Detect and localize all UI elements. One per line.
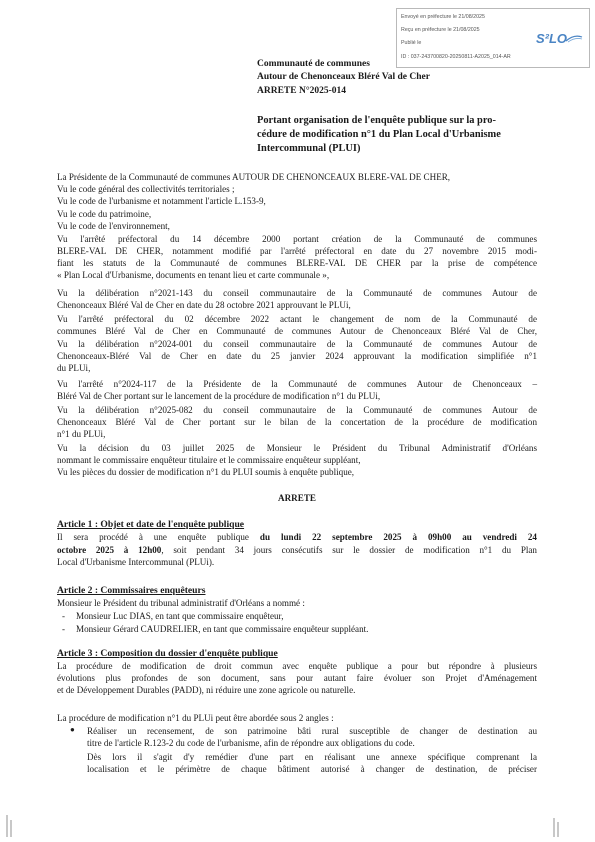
article3-bullet-line: Dès lors il s'agit d'y remédier d'une part en réalisant une annexe spécifique comprenant la bbox=[87, 752, 537, 762]
s2lo-swoosh-icon bbox=[565, 35, 583, 43]
scan-edge-mark bbox=[553, 818, 555, 837]
preamble-line: communes Bléré Val de Cher en Communauté de communes Autour de Chenonceaux Bléré Val de Cher, bbox=[57, 326, 537, 336]
scan-edge-mark bbox=[10, 820, 12, 837]
article1-text: Il sera procédé à une enquête publique bbox=[57, 532, 260, 542]
preamble-line: Vu l'arrêté n°2024-117 de la Présidente de la Communauté de communes Autour de Chenonceaux – bbox=[57, 379, 537, 389]
article1-line1 bbox=[57, 532, 537, 542]
preamble-line: Bléré Val de Cher portant sur le lancement de la procédure de modification n°1 du PLUi, bbox=[57, 391, 381, 401]
article2-intro: Monsieur le Président du tribunal administratif d'Orléans a nommé : bbox=[57, 598, 305, 608]
article3-paragraph-line: évolutions plus profondes de son document, sans pour autant faire évoluer son Projet d'Aménagement bbox=[57, 673, 537, 683]
preamble-line: BLERE-VAL DE CHER, notamment modifié par l'arrêté préfectoral en date du 27 novembre 2015 modi- bbox=[57, 246, 537, 256]
preamble-line: Vu les pièces du dossier de modification n°1 du PLUI soumis à enquête publique, bbox=[57, 467, 355, 477]
preamble-line: Vu la décision du 03 juillet 2025 de Monsieur le Président du Tribunal Administratif d'Orléans bbox=[57, 443, 537, 453]
article3-bullet-line: localisation et le périmètre de chaque bâtiment autorisé à changer de destination, de préciser bbox=[87, 764, 537, 774]
s2lo-logo: S²LO bbox=[535, 31, 567, 46]
preamble-line: Vu l'arrêté préfectoral du 02 décembre 2022 actant le changement de nom de la Communauté de bbox=[57, 314, 537, 324]
article3-bullet-line: Réaliser un recensement, de son patrimoine bâti rural susceptible de changer de destination au bbox=[87, 726, 537, 736]
preamble-line: fiant les statuts de la Communauté de communes BLERE-VAL DE CHER par la prise de compétence bbox=[57, 258, 537, 268]
preamble-line: Vu le code du patrimoine, bbox=[57, 209, 152, 219]
article3-title: Article 3 : Composition du dossier d'enquête publique bbox=[57, 648, 278, 659]
article1-title: Article 1 : Objet et date de l'enquête publique bbox=[57, 519, 245, 530]
preamble-line: Vu la délibération n°2024-001 du conseil communautaire de la Communauté de communes Autour de bbox=[57, 339, 537, 349]
stamp-published-line: Publié le bbox=[401, 40, 422, 46]
article3-angles-intro: La procédure de modification n°1 du PLUi peut être abordée sous 2 angles : bbox=[57, 713, 334, 723]
preamble-line: Vu le code de l'environnement, bbox=[57, 221, 170, 231]
preamble-line: Vu le code de l'urbanisme et notamment l'article L.153-9, bbox=[57, 196, 266, 206]
article2-title: Article 2 : Commissaires enquêteurs bbox=[57, 585, 206, 596]
prefecture-stamp bbox=[396, 8, 590, 68]
preamble-line: Vu la délibération n°2025-082 du conseil communautaire de la Communauté de communes Autour de bbox=[57, 405, 537, 415]
article1-line2 bbox=[57, 545, 537, 555]
preamble-line: du PLUi, bbox=[57, 363, 91, 373]
article3-bullet-line: titre de l'article R.123-2 du code de l'urbanisme, afin de répondre aux obligations du code. bbox=[87, 738, 415, 748]
header-subject-line3: Intercommunal (PLUI) bbox=[257, 143, 361, 154]
article2-item-2: Monsieur Gérard CAUDRELIER, en tant que commissaire enquêteur suppléant. bbox=[76, 624, 369, 634]
header-subject-line1: Portant organisation de l'enquête publique sur la pro- bbox=[257, 115, 496, 126]
stamp-received-line: Reçu en préfecture le 21/08/2025 bbox=[401, 27, 480, 33]
stamp-id-line: ID : 037-243700820-20250811-A2025_014-AR bbox=[401, 54, 511, 60]
article2-item-1: Monsieur Luc DIAS, en tant que commissaire enquêteur, bbox=[76, 611, 284, 621]
preamble-line: Vu le code général des collectivités territoriales ; bbox=[57, 184, 235, 194]
preamble-line: n°1 du PLUi, bbox=[57, 429, 106, 439]
preamble-line: nommant le commissaire enquêteur titulaire et le commissaire enquêteur suppléant, bbox=[57, 455, 361, 465]
preamble-line: Chenonceaux Bléré Val de Cher portant sur le bilan de la concertation de la procédure de modification bbox=[57, 417, 537, 427]
article1-date-start: du lundi 22 septembre 2025 à 09h00 au vendredi 24 bbox=[259, 532, 537, 542]
article3-paragraph-line: et de Développement Durables (PADD), ni réduire une zone agricole ou naturelle. bbox=[57, 685, 356, 695]
preamble-line: La Présidente de la Communauté de communes AUTOUR DE CHENONCEAUX BLERE-VAL DE CHER, bbox=[57, 172, 451, 182]
preamble-line: « Plan Local d'Urbanisme, documents en tenant lieu et carte communale », bbox=[57, 270, 330, 280]
scan-edge-mark bbox=[6, 815, 8, 837]
scan-edge-mark bbox=[557, 822, 559, 837]
preamble-line: Chenonceaux-Bléré Val de Cher en date du 25 janvier 2024 approuvant la modification simplifiée n°1 bbox=[57, 351, 537, 361]
bullet-dot-icon: ● bbox=[70, 725, 75, 734]
dash-bullet-icon: - bbox=[62, 624, 65, 634]
arrete-heading: ARRETE bbox=[278, 493, 316, 503]
header-arrete-number: ARRETE N°2025-014 bbox=[257, 86, 347, 96]
dash-bullet-icon: - bbox=[62, 611, 65, 621]
preamble-line: Vu l'arrêté préfectoral du 14 décembre 2000 portant création de la Communauté de communes bbox=[57, 234, 537, 244]
preamble-line: Chenonceaux Bléré Val de Cher en date du 28 octobre 2021 approuvant le PLUi, bbox=[57, 300, 351, 310]
article3-paragraph-line: La procédure de modification de droit commun avec enquête publique a pour but répondre à plusieurs bbox=[57, 661, 537, 671]
preamble-line: Vu la délibération n°2021-143 du conseil communautaire de la Communauté de communes Autour de bbox=[57, 288, 537, 298]
article1-date-end: octobre 2025 à 12h00 bbox=[57, 545, 162, 555]
stamp-sent-line: Envoyé en préfecture le 21/08/2025 bbox=[401, 14, 485, 20]
article1-line3: Local d'Urbanisme Intercommunal (PLUi). bbox=[57, 557, 215, 567]
article1-text: , soit pendant 34 jours consécutifs sur le dossier de modification n°1 du Plan bbox=[161, 545, 537, 555]
header-subject-line2: cédure de modification n°1 du Plan Local d'Urbanisme bbox=[257, 129, 501, 140]
header-org-line2: Autour de Chenonceaux Bléré Val de Cher bbox=[257, 72, 430, 82]
header-org-line1: Communauté de communes bbox=[257, 59, 370, 69]
